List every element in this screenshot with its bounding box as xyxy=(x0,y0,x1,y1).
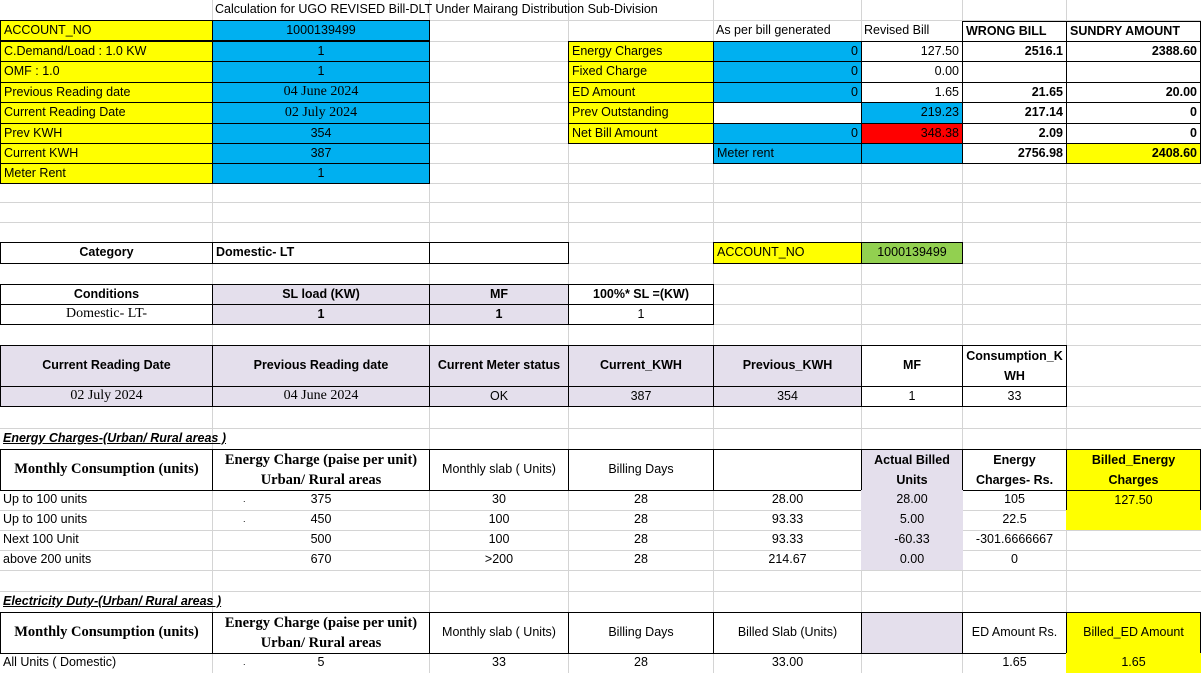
reading-header-previous-date[interactable]: Previous Reading date xyxy=(212,345,430,387)
energy-header-billed[interactable]: Billed_Energy Charges xyxy=(1066,449,1201,491)
duty-row-slab[interactable]: 33 xyxy=(492,655,506,670)
account-label-previous-reading-date[interactable]: Previous Reading date xyxy=(0,82,213,103)
duty-header-billed[interactable]: Billed_ED Amount xyxy=(1066,612,1201,654)
duty-row-ed[interactable]: 1.65 xyxy=(1002,655,1027,670)
energy-row-1-actual[interactable]: 28.00 xyxy=(861,490,963,510)
account-value-current-reading-date[interactable]: 02 July 2024 xyxy=(212,102,430,124)
category-account-label[interactable]: ACCOUNT_NO xyxy=(713,242,862,264)
reading-value-current-date[interactable]: 02 July 2024 xyxy=(0,386,213,407)
energy-row-3-slab[interactable]: 100 xyxy=(488,532,510,547)
category-value[interactable]: Domestic- LT xyxy=(212,242,430,264)
bill-header-as-per[interactable]: As per bill generated xyxy=(716,23,831,38)
bill-wrong-prev-outstanding[interactable]: 217.14 xyxy=(962,102,1067,124)
energy-row-4-label[interactable]: above 200 units xyxy=(3,552,92,567)
bill-total-sundry[interactable]: 2408.60 xyxy=(1066,143,1201,164)
bill-as-per-prev-outstanding[interactable] xyxy=(713,102,862,124)
duty-header-billed-slab[interactable]: Billed Slab (Units) xyxy=(713,612,862,654)
energy-row-3-actual[interactable]: -60.33 xyxy=(861,530,963,550)
bill-revised-meter-rent[interactable] xyxy=(861,143,963,164)
energy-header-slab[interactable]: Monthly slab ( Units) xyxy=(429,449,569,491)
reading-value-meter-status[interactable]: OK xyxy=(429,386,569,407)
energy-row-4-rate[interactable]: 670 xyxy=(310,552,332,567)
account-value-omf[interactable]: 1 xyxy=(212,61,430,83)
account-value-demand-load[interactable]: 1 xyxy=(212,41,430,62)
account-label-current-kwh[interactable]: Current KWH xyxy=(0,143,213,164)
energy-row-4-actual[interactable]: 0.00 xyxy=(861,550,963,570)
bill-revised-net-bill-amount[interactable]: 348.38 xyxy=(861,123,963,144)
duty-row-rate[interactable]: 5 xyxy=(317,655,325,670)
conditions-value-sl-percent[interactable]: 1 xyxy=(568,304,714,325)
account-value-previous-reading-date[interactable]: 04 June 2024 xyxy=(212,82,430,103)
sheet-title[interactable]: Calculation for UGO REVISED Bill-DLT Under Mairang Distribution Sub-Division xyxy=(215,2,658,17)
bill-label-energy-charges[interactable]: Energy Charges xyxy=(568,41,714,62)
category-account-value[interactable]: 1000139499 xyxy=(861,242,963,264)
account-label-omf[interactable]: OMF : 1.0 xyxy=(0,61,213,83)
account-value-account-no[interactable]: 1000139499 xyxy=(212,20,430,41)
energy-row-1-days[interactable]: 28 xyxy=(634,492,648,507)
duty-header-charge[interactable]: Energy Charge (paise per unit) Urban/ Rural areas xyxy=(212,612,430,654)
account-label-meter-rent[interactable]: Meter Rent xyxy=(0,163,213,184)
duty-row-label[interactable]: All Units ( Domestic) xyxy=(3,655,117,670)
energy-row-2-label[interactable]: Up to 100 units xyxy=(3,512,88,527)
bill-revised-energy-charges[interactable]: 127.50 xyxy=(861,41,963,62)
reading-header-meter-status[interactable]: Current Meter status xyxy=(429,345,569,387)
conditions-value-mf[interactable]: 1 xyxy=(429,304,569,325)
energy-header-charge[interactable]: Energy Charge (paise per unit) Urban/ Rural areas xyxy=(212,449,430,491)
reading-value-previous-date[interactable]: 04 June 2024 xyxy=(212,386,430,407)
bill-label-meter-rent[interactable]: Meter rent xyxy=(713,143,862,164)
energy-row-1-slab[interactable]: 30 xyxy=(492,492,506,507)
energy-header-charges[interactable]: Energy Charges- Rs. xyxy=(962,449,1067,491)
bill-sundry-net-bill-amount[interactable]: 0 xyxy=(1066,123,1201,144)
category-empty-cell[interactable] xyxy=(429,242,569,264)
account-label-current-reading-date[interactable]: Current Reading Date xyxy=(0,102,213,124)
energy-row-1-dot: . xyxy=(243,494,246,505)
reading-header-consumption[interactable]: Consumption_KWH xyxy=(962,345,1067,387)
energy-billed-extra-cell[interactable] xyxy=(1066,510,1201,530)
account-label-account-no[interactable]: ACCOUNT_NO xyxy=(0,20,213,41)
energy-row-2-days[interactable]: 28 xyxy=(634,512,648,527)
bill-label-prev-outstanding[interactable]: Prev Outstanding xyxy=(568,102,714,124)
bill-wrong-net-bill-amount[interactable]: 2.09 xyxy=(962,123,1067,144)
bill-sundry-ed-amount[interactable]: 20.00 xyxy=(1066,82,1201,103)
bill-wrong-ed-amount[interactable]: 21.65 xyxy=(962,82,1067,103)
reading-header-current-kwh[interactable]: Current_KWH xyxy=(568,345,714,387)
account-label-demand-load[interactable]: C.Demand/Load : 1.0 KW xyxy=(0,41,213,62)
reading-value-current-kwh[interactable]: 387 xyxy=(568,386,714,407)
account-label-prev-kwh[interactable]: Prev KWH xyxy=(0,123,213,144)
conditions-value-category[interactable]: Domestic- LT- xyxy=(0,304,213,325)
energy-header-days[interactable]: Billing Days xyxy=(568,449,714,491)
bill-label-net-bill-amount[interactable]: Net Bill Amount xyxy=(568,123,714,144)
conditions-value-sl-load[interactable]: 1 xyxy=(212,304,430,325)
duty-header-slab[interactable]: Monthly slab ( Units) xyxy=(429,612,569,654)
conditions-header-conditions[interactable]: Conditions xyxy=(0,284,213,305)
bill-sundry-fixed-charge[interactable] xyxy=(1066,61,1201,83)
bill-sundry-prev-outstanding[interactable]: 0 xyxy=(1066,102,1201,124)
energy-header-prorated[interactable] xyxy=(713,449,862,491)
bill-header-sundry[interactable]: SUNDRY AMOUNT xyxy=(1066,21,1201,42)
energy-row-2-charge[interactable]: 22.5 xyxy=(1002,512,1027,527)
energy-row-2-prorated[interactable]: 93.33 xyxy=(771,512,804,527)
duty-row-dot: . xyxy=(243,657,246,668)
bill-label-fixed-charge[interactable]: Fixed Charge xyxy=(568,61,714,83)
energy-row-1-label[interactable]: Up to 100 units xyxy=(3,492,88,507)
energy-row-2-actual[interactable]: 5.00 xyxy=(861,510,963,530)
energy-row-4-charge[interactable]: 0 xyxy=(1011,552,1018,567)
bill-wrong-energy-charges[interactable]: 2516.1 xyxy=(962,41,1067,62)
account-value-meter-rent[interactable]: 1 xyxy=(212,163,430,184)
duty-header-consumption[interactable]: Monthly Consumption (units) xyxy=(0,612,213,654)
bill-revised-ed-amount[interactable]: 1.65 xyxy=(861,82,963,103)
energy-row-1-prorated[interactable]: 28.00 xyxy=(771,492,804,507)
reading-header-mf[interactable]: MF xyxy=(861,345,963,387)
bill-header-wrong[interactable]: WRONG BILL xyxy=(962,21,1067,42)
category-label[interactable]: Category xyxy=(0,242,213,264)
reading-value-previous-kwh[interactable]: 354 xyxy=(713,386,862,407)
energy-row-3-rate[interactable]: 500 xyxy=(310,532,332,547)
energy-row-2-slab[interactable]: 100 xyxy=(488,512,510,527)
bill-as-per-ed-amount[interactable]: 0 xyxy=(713,82,862,103)
bill-as-per-energy-charges[interactable]: 0 xyxy=(713,41,862,62)
conditions-header-sl-percent[interactable]: 100%* SL =(KW) xyxy=(568,284,714,305)
bill-total-wrong[interactable]: 2756.98 xyxy=(962,143,1067,164)
reading-header-current-date[interactable]: Current Reading Date xyxy=(0,345,213,387)
bill-wrong-fixed-charge[interactable] xyxy=(962,61,1067,83)
energy-row-3-label[interactable]: Next 100 Unit xyxy=(3,532,79,547)
duty-row-billed-slab[interactable]: 33.00 xyxy=(771,655,804,670)
duty-section-title[interactable]: Electricity Duty-(Urban/ Rural areas ) xyxy=(3,593,222,608)
energy-row-3-charge[interactable]: -301.6666667 xyxy=(975,532,1054,547)
duty-header-days[interactable]: Billing Days xyxy=(568,612,714,654)
account-value-prev-kwh[interactable]: 354 xyxy=(212,123,430,144)
energy-row-2-rate[interactable]: 450 xyxy=(310,512,332,527)
bill-revised-fixed-charge[interactable]: 0.00 xyxy=(861,61,963,83)
bill-sundry-energy-charges[interactable]: 2388.60 xyxy=(1066,41,1201,62)
energy-row-2-dot: . xyxy=(243,514,246,525)
bill-header-revised[interactable]: Revised Bill xyxy=(864,23,930,38)
duty-row-days[interactable]: 28 xyxy=(634,655,648,670)
bill-revised-prev-outstanding[interactable]: 219.23 xyxy=(861,102,963,124)
energy-row-4-prorated[interactable]: 214.67 xyxy=(768,552,807,567)
conditions-header-mf[interactable]: MF xyxy=(429,284,569,305)
bill-label-ed-amount[interactable]: ED Amount xyxy=(568,82,714,103)
bill-as-per-net-bill-amount[interactable]: 0 xyxy=(713,123,862,144)
energy-row-3-prorated[interactable]: 93.33 xyxy=(771,532,804,547)
reading-header-previous-kwh[interactable]: Previous_KWH xyxy=(713,345,862,387)
energy-row-3-days[interactable]: 28 xyxy=(634,532,648,547)
energy-row-4-days[interactable]: 28 xyxy=(634,552,648,567)
duty-header-ed[interactable]: ED Amount Rs. xyxy=(962,612,1067,654)
energy-header-consumption[interactable]: Monthly Consumption (units) xyxy=(0,449,213,491)
reading-value-mf[interactable]: 1 xyxy=(861,386,963,407)
energy-billed-value[interactable]: 127.50 xyxy=(1066,490,1201,511)
energy-header-actual[interactable]: Actual Billed Units xyxy=(861,449,963,491)
energy-section-title[interactable]: Energy Charges-(Urban/ Rural areas ) xyxy=(3,430,226,445)
account-value-current-kwh[interactable]: 387 xyxy=(212,143,430,164)
energy-row-1-charge[interactable]: 105 xyxy=(1004,492,1025,507)
bill-as-per-fixed-charge[interactable]: 0 xyxy=(713,61,862,83)
duty-row-billed[interactable]: 1.65 xyxy=(1066,653,1201,673)
duty-header-empty[interactable] xyxy=(861,612,963,654)
reading-value-consumption[interactable]: 33 xyxy=(962,386,1067,407)
energy-row-1-rate[interactable]: 375 xyxy=(310,492,332,507)
energy-row-4-slab[interactable]: >200 xyxy=(484,552,514,567)
conditions-header-sl-load[interactable]: SL load (KW) xyxy=(212,284,430,305)
